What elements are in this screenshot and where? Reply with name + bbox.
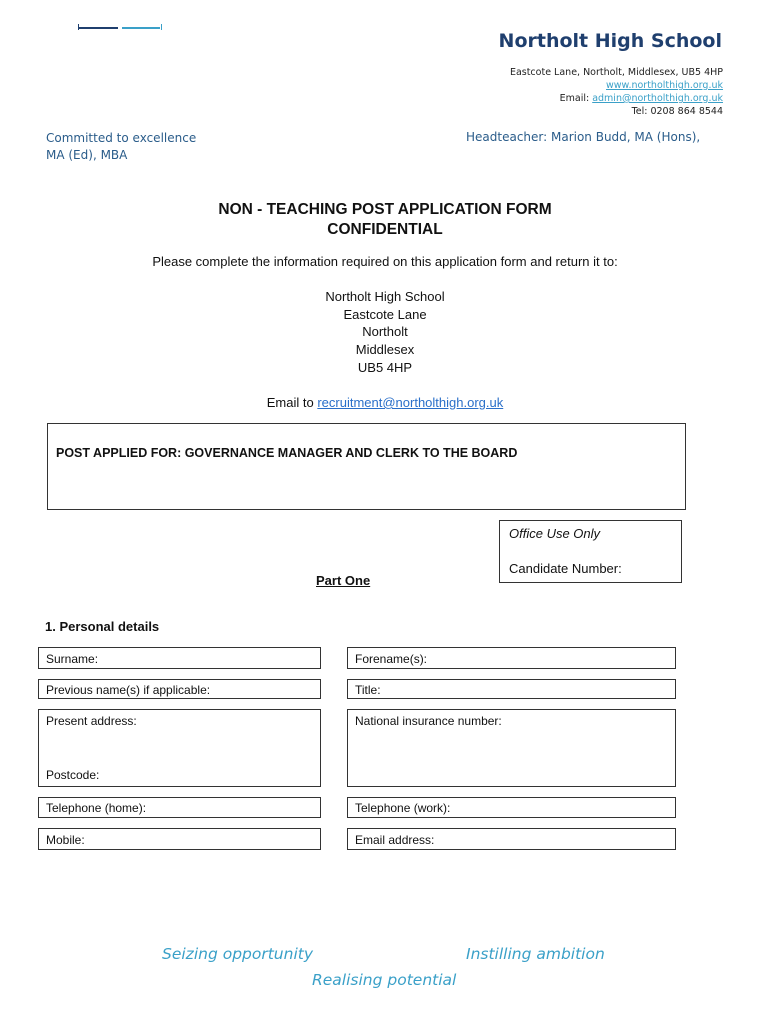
tel-work-field[interactable] (347, 797, 676, 818)
previous-names-label: Previous name(s) if applicable: (46, 683, 211, 697)
mobile-field[interactable] (38, 828, 321, 850)
telephone: Tel: 0208 864 8544 (631, 106, 723, 117)
school-name: Northolt High School (498, 30, 722, 52)
footer-realising: Realising potential (312, 971, 457, 989)
previous-names-field[interactable] (38, 679, 321, 699)
tel-home-label: Telephone (home): (46, 801, 147, 815)
tel-home-field[interactable] (38, 797, 321, 818)
website-link[interactable]: www.northolthigh.org.uk (606, 80, 723, 91)
return-address-line: Northolt (362, 324, 408, 340)
mobile-label: Mobile: (46, 833, 85, 847)
ni-number-label: National insurance number: (355, 714, 502, 728)
email-address-field[interactable] (347, 828, 676, 850)
footer-seizing: Seizing opportunity (162, 945, 314, 963)
footer-instilling: Instilling ambition (466, 945, 605, 963)
present-address-field[interactable] (38, 709, 321, 787)
candidate-number-label: Candidate Number: (509, 561, 622, 576)
form-title (0, 200, 770, 240)
recruitment-email-link[interactable]: recruitment@northolthigh.org.uk (317, 395, 504, 410)
email-label: Email: (559, 93, 593, 104)
postcode-label: Postcode: (46, 768, 100, 782)
headteacher: Headteacher: Marion Budd, MA (Hons), (466, 130, 701, 144)
ni-number-field[interactable] (347, 709, 676, 787)
post-applied-box (47, 423, 686, 510)
admin-email-link[interactable]: admin@northolthigh.org.uk (592, 93, 723, 104)
form-title-line-1: NON - TEACHING POST APPLICATION FORM (218, 201, 552, 218)
email-instruction (0, 395, 770, 410)
instructions: Please complete the information required on this application form and return it to: (152, 254, 618, 269)
return-address-line: UB5 4HP (357, 359, 413, 375)
email-address-label: Email address: (355, 833, 435, 847)
title-label: Title: (355, 683, 381, 697)
return-address (0, 288, 770, 377)
post-applied-for: POST APPLIED FOR: GOVERNANCE MANAGER AND CLERK TO THE BOARD (56, 446, 518, 460)
present-address-label: Present address: (46, 714, 137, 728)
motto-line-2: MA (Ed), MBA (46, 147, 128, 162)
part-one-heading: Part One (316, 573, 371, 588)
forenames-label: Forename(s): (355, 652, 428, 666)
office-use-label: Office Use Only (509, 526, 601, 541)
address-line: Eastcote Lane, Northolt, Middlesex, UB5 4HP (509, 67, 723, 78)
return-address-line: Northolt High School (325, 289, 445, 304)
return-address-line: Middlesex (355, 342, 415, 358)
personal-details-heading: 1. Personal details (45, 619, 160, 634)
motto (46, 130, 196, 163)
forenames-field[interactable] (347, 647, 676, 669)
school-logo (78, 24, 162, 32)
tel-work-label: Telephone (work): (355, 801, 451, 815)
motto-line-1: Committed to excellence (46, 131, 197, 145)
form-title-line-2: CONFIDENTIAL (327, 221, 443, 238)
school-address-block (510, 66, 723, 118)
title-field[interactable] (347, 679, 676, 699)
surname-field[interactable] (38, 647, 321, 669)
email-prefix: Email to (266, 395, 318, 410)
surname-label: Surname: (46, 652, 99, 666)
return-address-line: Eastcote Lane (343, 306, 427, 322)
